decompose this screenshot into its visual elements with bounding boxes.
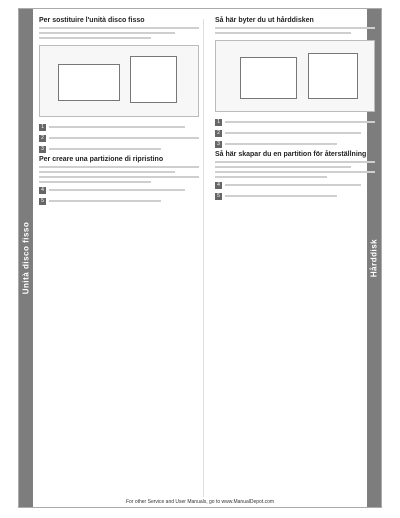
italian-section2-heading: Per creare una partizione di ripristino	[39, 156, 164, 163]
italian-column	[39, 15, 199, 501]
hard-drive-illustration	[215, 40, 375, 112]
italian-section1-heading: Per sostituire l'unità disco fisso	[39, 17, 145, 24]
step-number: 5	[39, 198, 46, 205]
swedish-section2-heading: Så här skapar du en partition för återställning	[215, 151, 367, 158]
swedish-section1-heading: Så här byter du ut hårddisken	[215, 17, 314, 24]
italian-title-band	[19, 9, 33, 507]
italian-band-title: Unità disco fisso	[21, 221, 31, 295]
manual-page	[18, 8, 382, 508]
column-divider	[203, 19, 204, 497]
step-number: 1	[39, 124, 46, 131]
step-number: 2	[215, 130, 222, 137]
step-number: 3	[215, 141, 222, 148]
step-number: 4	[215, 182, 222, 189]
swedish-band-title: Hårddisk	[369, 238, 379, 278]
step-number: 5	[215, 193, 222, 200]
step-number: 3	[39, 146, 46, 153]
step-number: 1	[215, 119, 222, 126]
step-number: 4	[39, 187, 46, 194]
swedish-column	[215, 15, 375, 501]
hard-drive-illustration	[39, 45, 199, 117]
footer-note: For other Service and User Manuals, go to www.ManualDepot.com	[125, 499, 275, 505]
step-number: 2	[39, 135, 46, 142]
